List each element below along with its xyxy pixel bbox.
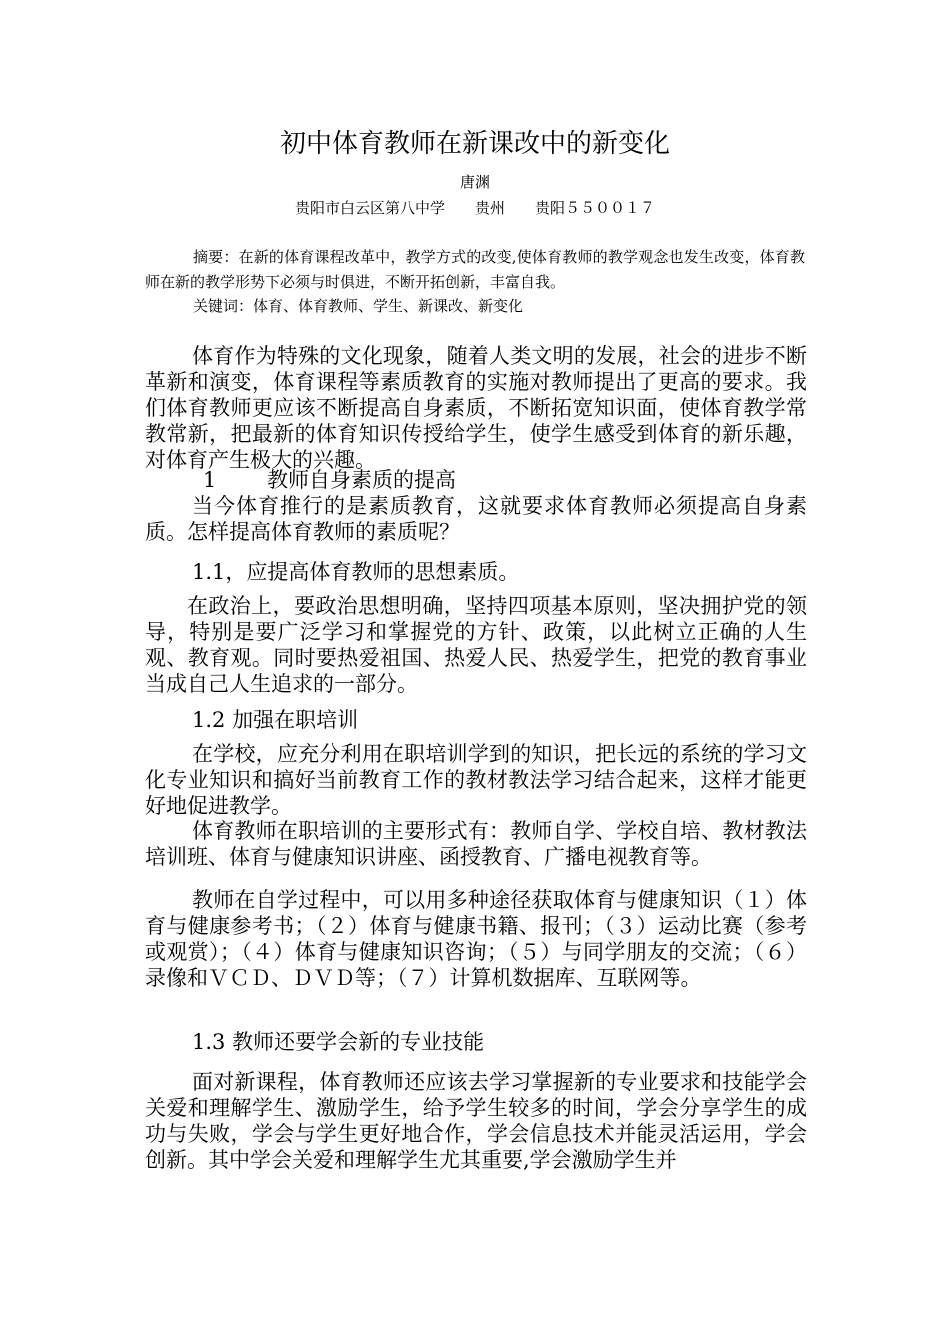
author-affiliation: 贵阳市白云区第八中学 贵州 贵阳５５００１７ bbox=[294, 199, 655, 217]
section-number: 1 bbox=[203, 468, 217, 492]
intro-paragraph: 体育作为特殊的文化现象，随着人类文明的发展，社会的进步不断革新和演变，体育课程等素质教育的实施对教师提出了更高的要求。我们体育教师更应该不断提高自身素质，不断拓宽知识面，使体育教学常教常新，把最新的体育知识传授给学生，使学生感受到体育的新乐趣，对体育产生极大的兴趣。 bbox=[145, 344, 807, 472]
subsection-1-2-paragraph-1: 在学校，应充分利用在职培训学到的知识，把长远的系统的学习文化专业知识和搞好当前教育工作的教材教法学习结合起来，这样才能更好地促进教学。 bbox=[145, 742, 807, 818]
document-title: 初中体育教师在新课改中的新变化 bbox=[279, 129, 670, 159]
subsection-1-2-paragraph-3: 教师在自学过程中，可以用多种途径获取体育与健康知识（１）体育与健康参考书；（２）体育与健康书籍、报刊；（３）运动比赛（参考或观赏）；（４）体育与健康知识咨询；（５）与同学朋友的交流；（６）录像和ＶＣＤ、ＤＶＤ等；（７）计算机数据库、互联网等。 bbox=[145, 888, 807, 990]
subsection-heading-1-2: 1.2 加强在职培训 bbox=[192, 708, 359, 732]
section-title: 教师自身素质的提高 bbox=[267, 468, 456, 492]
section1-paragraph: 当今体育推行的是素质教育，这就要求体育教师必须提高自身素质。怎样提高体育教师的素质呢？ bbox=[145, 494, 807, 544]
subsection-1-1-paragraph: 在政治上，要政治思想明确，坚持四项基本原则，坚决拥护党的领导，特别是要广泛学习和掌握党的方针、政策，以此树立正确的人生观、教育观。同时要热爱祖国、热爱人民、热爱学生，把党的教育事业当成自己人生追求的一部分。 bbox=[145, 594, 807, 696]
subsection-1-2-paragraph-2: 体育教师在职培训的主要形式有：教师自学、学校自培、教材教法培训班、体育与健康知识讲座、函授教育、广播电视教育等。 bbox=[145, 819, 807, 869]
subsection-heading-1-3: 1.3 教师还要学会新的专业技能 bbox=[192, 1030, 485, 1054]
subsection-1-3-paragraph: 面对新课程，体育教师还应该去学习掌握新的专业要求和技能学会关爱和理解学生、激励学生，给予学生较多的时间，学会分享学生的成功与失败，学会与学生更好地合作，学会信息技术并能灵活运用，学会创新。其中学会关爱和理解学生尤其重要,学会激励学生并 bbox=[145, 1070, 807, 1172]
keywords-line: 关键词：体育、体育教师、学生、新课改、新变化 bbox=[193, 297, 524, 315]
abstract-paragraph: 摘要：在新的体育课程改革中，教学方式的改变,使体育教师的教学观念也发生改变，体育教师在新的教学形势下必须与时俱进，不断开拓创新，丰富自我。 bbox=[145, 248, 805, 291]
section-heading-1 bbox=[203, 467, 456, 493]
subsection-heading-1-1: 1.1，应提高体育教师的思想素质。 bbox=[192, 560, 520, 584]
author-name: 唐渊 bbox=[459, 173, 490, 191]
